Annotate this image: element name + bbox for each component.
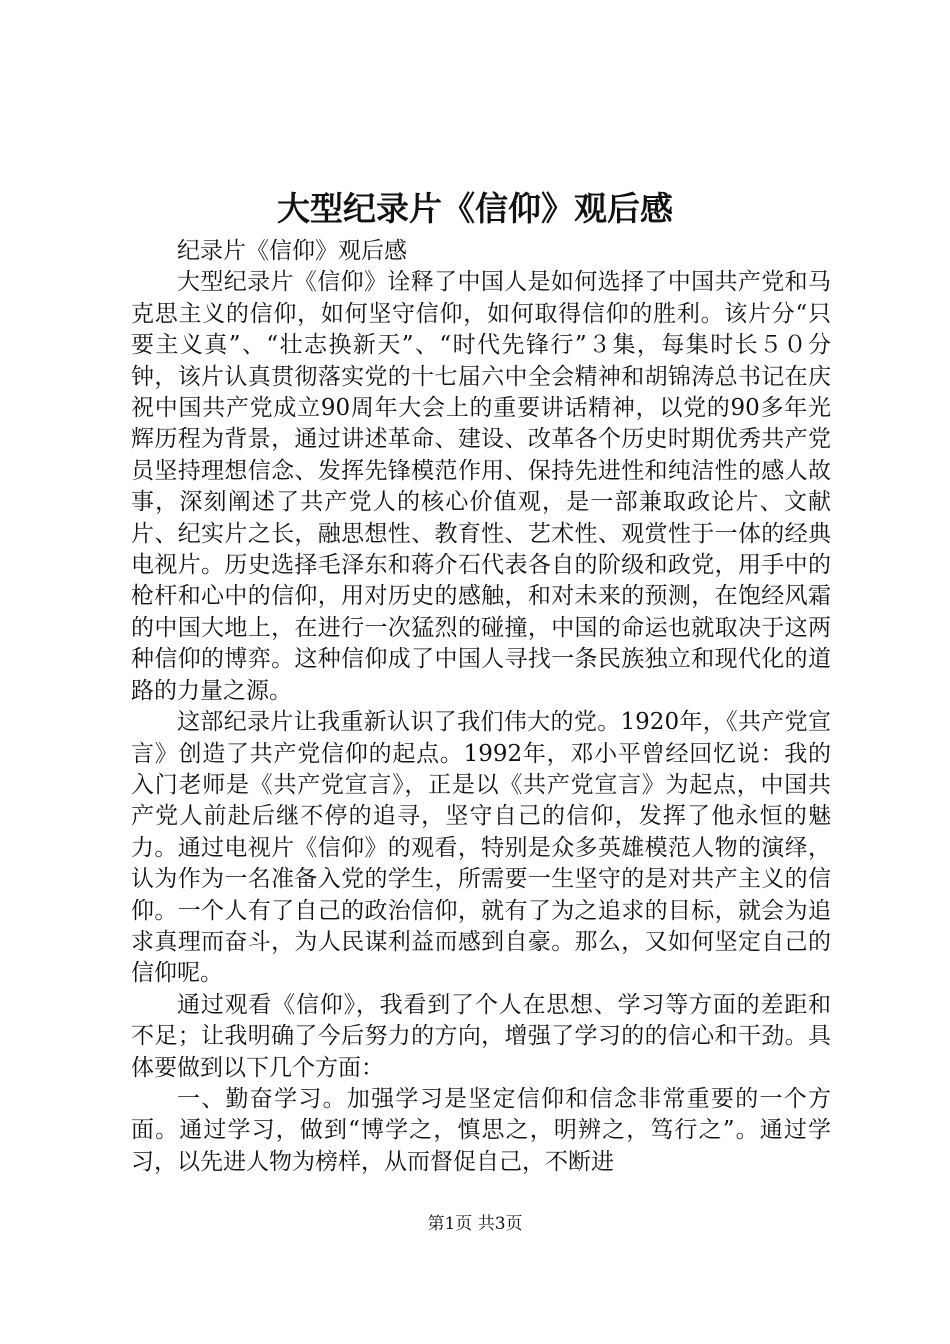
document-title: 大型纪录片《信仰》观后感 (277, 189, 673, 228)
body-paragraph: 通过观看《信仰》，我看到了个人在思想、学习等方面的差距和不足；让我明确了今后努力的方向，增强了学习的的信心和干劲。具体要做到以下几个方面： (131, 991, 831, 1081)
body-paragraph: 一、勤奋学习。加强学习是坚定信仰和信念非常重要的一个方面。通过学习，做到“博学之，慎思之，明辨之，笃行之”。通过学习，以先进人物为榜样，从而督促自己，不断进 (131, 1085, 831, 1175)
document-body (131, 236, 831, 1178)
body-paragraph: 大型纪录片《信仰》诠释了中国人是如何选择了中国共产党和马克思主义的信仰，如何坚守信仰，如何取得信仰的胜利。该片分“只要主义真”、“壮志换新天”、“时代先锋行”３集，每集时长５０分钟，该片认真贯彻落实党的十七届六中全会精神和胡锦涛总书记在庆祝中国共产党成立90周年大会上的重要讲话精神，以党的90多年光辉历程为背景，通过讲述革命、建设、改革各个历史时期优秀共产党员坚持理想信念、发挥先锋模范作用、保持先进性和纯洁性的感人故事，深刻阐述了共产党人的核心价值观，是一部兼取政论片、文献片、纪实片之长，融思想性、教育性、艺术性、观赏性于一体的经典电视片。历史选择毛泽东和蒋介石代表各自的阶级和政党，用手中的枪杆和心中的信仰，用对历史的感触，和对未来的预测，在饱经风霜的中国大地上，在进行一次猛烈的碰撞，中国的命运也就取决于这两种信仰的博弈。这种信仰成了中国人寻找一条民族独立和现代化的道路的力量之源。 (131, 269, 831, 704)
page-footer: 第1页 共3页 (427, 1214, 523, 1234)
subtitle-paragraph: 纪录片《信仰》观后感 (177, 238, 407, 264)
body-paragraph: 这部纪录片让我重新认识了我们伟大的党。1920年，《共产党宣言》创造了共产党信仰的起点。1992年，邓小平曾经回忆说：我的入门老师是《共产党宣言》，正是以《共产党宣言》为起点，中国共产党人前赴后继不停的追寻，坚守自己的信仰，发挥了他永恒的魅力。通过电视片《信仰》的观看，特别是众多英雄模范人物的演绎，认为作为一名准备入党的学生，所需要一生坚守的是对共产主义的信仰。一个人有了自己的政治信仰，就有了为之追求的目标，就会为追求真理而奋斗，为人民谋利益而感到自豪。那么，又如何坚定自己的信仰呢。 (131, 709, 831, 987)
